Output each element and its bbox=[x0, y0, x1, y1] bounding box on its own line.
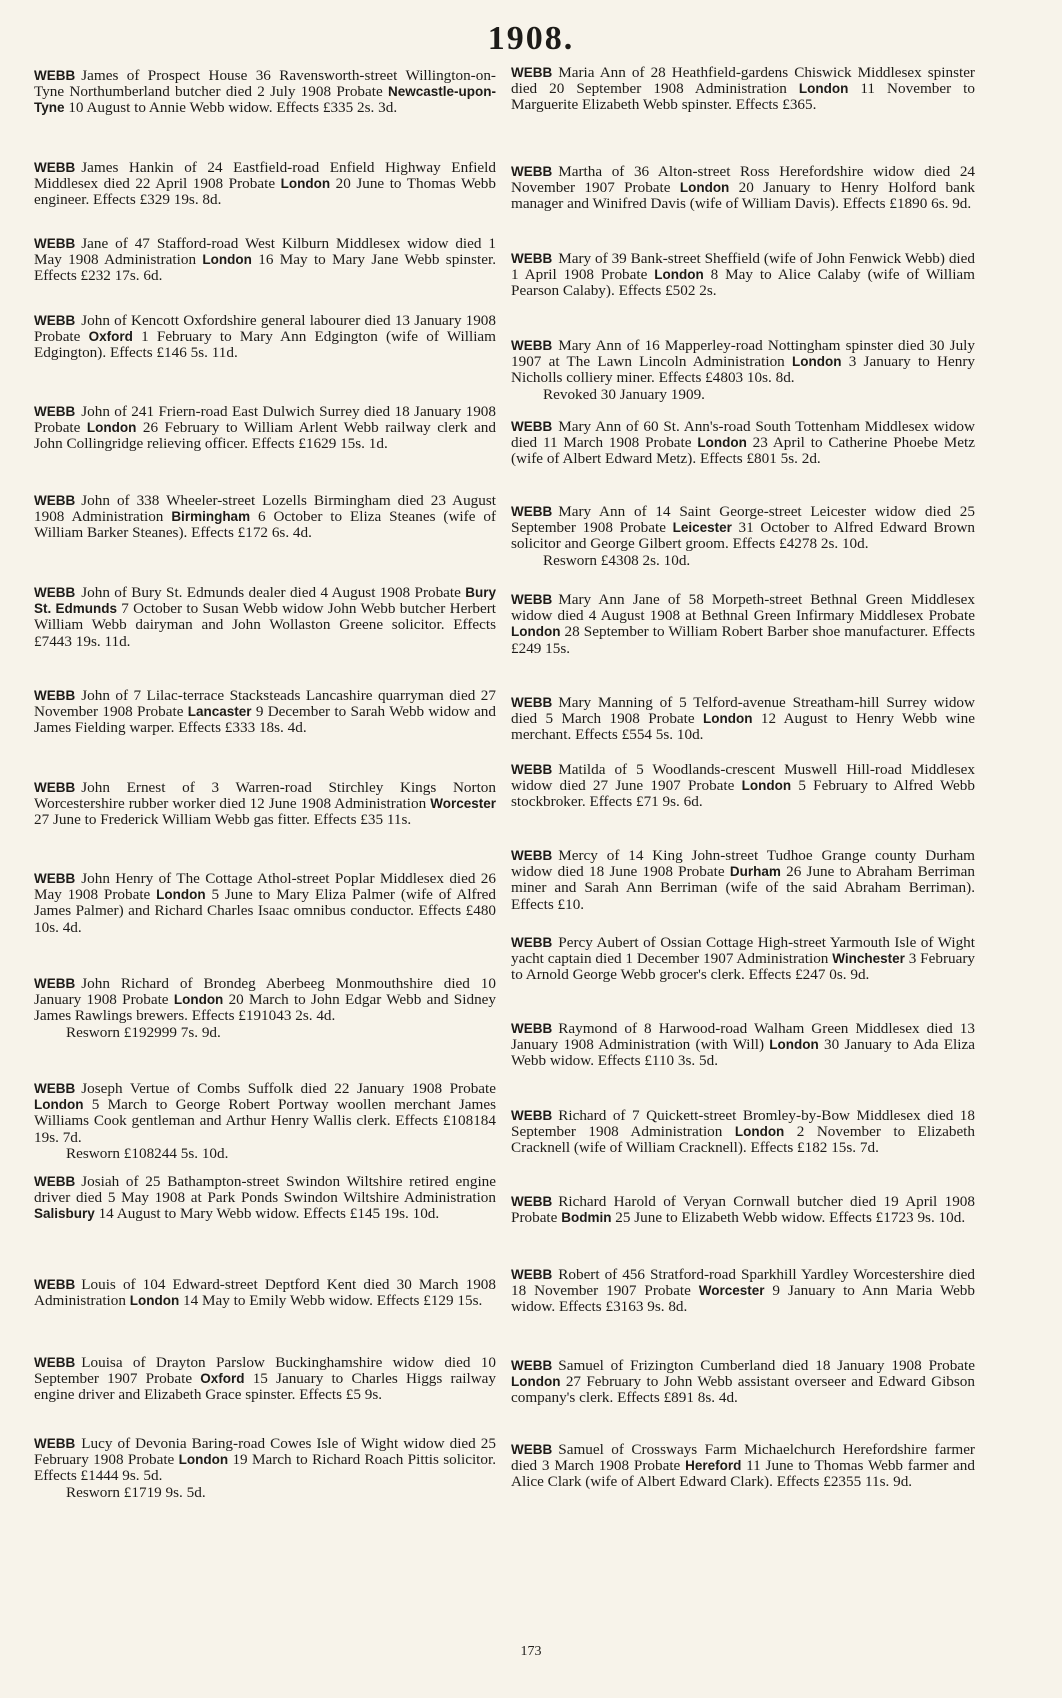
entry-grant-details: 5 June to Mary Eliza Palmer (wife of Alfred James Palmer) and Richard Charles Isaac omnibus conductor. bbox=[34, 886, 496, 920]
entry-grant-details: 23 April to Catherine Phoebe Metz (wife of Albert Edward Metz). bbox=[511, 434, 975, 468]
entry-registry: London bbox=[697, 435, 747, 451]
probate-entry bbox=[511, 65, 975, 114]
probate-entry bbox=[34, 1174, 496, 1223]
entry-registry: London bbox=[792, 354, 842, 370]
entry-registry: London bbox=[741, 778, 792, 794]
entry-surname: WEBB bbox=[511, 592, 553, 607]
entry-registry: London bbox=[511, 624, 561, 640]
entry-text: Maria Ann of 28 Heathfield-gardens Chiswick Middlesex spinster died 20 September 1908 Administration bbox=[511, 64, 975, 98]
entry-surname: WEBB bbox=[34, 493, 76, 508]
entry-registry: London bbox=[86, 420, 137, 436]
entry-effects: Effects £110 3s. 5d. bbox=[597, 1052, 719, 1070]
entry-text: Richard Harold of Veryan Cornwall butcher died 19 April 1908 Probate bbox=[511, 1193, 975, 1227]
probate-entry bbox=[34, 493, 496, 542]
entry-surname: WEBB bbox=[34, 1174, 76, 1189]
probate-entry bbox=[511, 762, 975, 811]
entry-surname: WEBB bbox=[34, 404, 76, 419]
entry-effects: Effects £10. bbox=[511, 895, 585, 913]
entry-grant-details: 14 May to Emily Webb widow. bbox=[179, 1292, 373, 1310]
entry-grant-details: 20 March to John Edgar Webb and Sidney James Rawlings brewers. bbox=[34, 991, 496, 1025]
probate-entry bbox=[511, 1021, 975, 1070]
entry-effects: Effects £333 18s. 4d. bbox=[178, 719, 307, 737]
entry-registry: London bbox=[679, 180, 730, 196]
entry-text: Mary Ann of 60 St. Ann's-road South Tottenham Middlesex widow died 11 March 1908 Probate bbox=[511, 418, 975, 452]
probate-entry bbox=[34, 976, 496, 1041]
probate-entry bbox=[511, 695, 975, 744]
probate-entry bbox=[511, 592, 975, 657]
entry-surname: WEBB bbox=[511, 419, 553, 434]
probate-entry bbox=[34, 236, 496, 285]
entry-registry: Salisbury bbox=[34, 1206, 95, 1222]
entry-effects: Effects £249 15s. bbox=[511, 623, 975, 657]
entry-surname: WEBB bbox=[34, 976, 76, 991]
entry-registry: London bbox=[202, 252, 252, 268]
entry-effects: Effects £329 19s. 8d. bbox=[93, 191, 222, 209]
entry-text: Mercy of 14 King John-street Tudhoe Grange county Durham widow died 18 June 1908 Probate bbox=[511, 847, 975, 881]
probate-entry bbox=[34, 1355, 496, 1404]
entry-registry: Oxford bbox=[200, 1371, 245, 1387]
probate-entry bbox=[34, 313, 496, 362]
entry-text: James of Prospect House 36 Ravensworth-street Willington-on-Tyne Northumberland butcher died 2 July 1908 Probate bbox=[34, 67, 496, 101]
entry-surname: WEBB bbox=[34, 1277, 76, 1292]
entry-surname: WEBB bbox=[511, 504, 553, 519]
entry-registry: Bodmin bbox=[561, 1210, 612, 1226]
entry-text: Louis of 104 Edward-street Deptford Kent died 30 March 1908 Administration bbox=[34, 1276, 496, 1310]
entry-text: John of Bury St. Edmunds dealer died 4 August 1908 Probate bbox=[81, 584, 466, 601]
entry-grant-details: 6 October to Eliza Steanes (wife of William Barker Steanes). bbox=[34, 508, 497, 542]
entry-surname: WEBB bbox=[511, 1267, 553, 1282]
entry-surname: WEBB bbox=[511, 251, 553, 266]
entry-grant-details: 30 January to Ada Eliza Webb widow. bbox=[511, 1036, 975, 1070]
entry-text: Jane of 47 Stafford-road West Kilburn Middlesex widow died 1 May 1908 Administration bbox=[34, 235, 496, 269]
entry-registry: London bbox=[654, 267, 704, 283]
entry-grant-details: 8 May to Alice Calaby (wife of William Pearson Calaby). bbox=[511, 266, 975, 300]
entry-text: John of Kencott Oxfordshire general labourer died 13 January 1908 Probate bbox=[34, 312, 496, 346]
entry-grant-details: 26 June to Abraham Berriman miner and Sarah Ann Berriman (wife of the said Abraham Berriman). bbox=[511, 863, 975, 897]
entry-effects: Effects £335 2s. 3d. bbox=[276, 99, 398, 117]
entry-effects: Effects £191043 2s. 4d. bbox=[191, 1007, 336, 1025]
entry-effects: Effects £232 17s. 6d. bbox=[34, 267, 163, 285]
entry-registry: London bbox=[173, 992, 224, 1008]
entry-grant-details: 16 May to Mary Jane Webb spinster. bbox=[251, 251, 497, 269]
entry-effects: Effects £71 9s. 6d. bbox=[589, 793, 703, 811]
entry-resworn: Resworn £4308 2s. 10d. bbox=[543, 551, 691, 569]
entry-text: John Henry of The Cottage Athol-street Poplar Middlesex died 26 May 1908 Probate bbox=[34, 870, 496, 904]
entry-text: Robert of 456 Stratford-road Sparkhill Yardley Worcestershire died 18 November 1907 Probate bbox=[511, 1266, 975, 1300]
entry-surname: WEBB bbox=[34, 1355, 76, 1370]
entry-effects: Effects £7443 19s. 11d. bbox=[34, 616, 496, 650]
entry-effects: Effects £502 2s. bbox=[618, 282, 717, 300]
entry-text: Matilda of 5 Woodlands-crescent Muswell Hill-road Middlesex widow died 27 June 1907 Probate bbox=[511, 761, 975, 795]
entry-grant-details: 11 June to Thomas Webb farmer and Alice Clark (wife of Albert Edward Clark). bbox=[511, 1457, 975, 1491]
entry-registry: London bbox=[769, 1037, 819, 1053]
entry-grant-details: 20 January to Henry Holford bank manager and Winifred Davis (wife of William Davis). bbox=[511, 179, 976, 213]
entry-text: Martha of 36 Alton-street Ross Herefordshire widow died 24 November 1907 Probate bbox=[511, 163, 975, 197]
entry-effects: Effects £182 15s. 7d. bbox=[750, 1139, 879, 1157]
entry-surname: WEBB bbox=[34, 160, 76, 175]
probate-entry bbox=[511, 419, 975, 468]
probate-entry bbox=[34, 688, 496, 737]
entry-surname: WEBB bbox=[34, 688, 76, 703]
entry-registry: Worcester bbox=[430, 796, 496, 812]
probate-entry bbox=[511, 935, 975, 984]
entry-grant-details: 28 September to William Robert Barber shoe manufacturer. bbox=[560, 623, 929, 641]
entry-grant-details: 7 October to Susan Webb widow John Webb butcher Herbert William Webb dairyman and John Wollaston Greene solicitor. bbox=[34, 600, 496, 634]
entry-effects: Effects £891 8s. 4d. bbox=[617, 1389, 738, 1407]
entry-effects: Effects £5 9s. bbox=[299, 1386, 383, 1404]
entry-text: John of 241 Friern-road East Dulwich Surrey died 18 January 1908 Probate bbox=[34, 403, 496, 437]
entry-registry: London bbox=[156, 887, 206, 903]
entry-surname: WEBB bbox=[34, 780, 76, 795]
entry-effects: Effects £480 10s. 4d. bbox=[34, 902, 497, 936]
entry-registry: Bury St. Edmunds bbox=[34, 585, 496, 617]
entry-text: James Hankin of 24 Eastfield-road Enfield Highway Enfield Middlesex died 22 April 1908 Probate bbox=[34, 159, 496, 193]
entry-surname: WEBB bbox=[511, 1021, 553, 1036]
entry-surname: WEBB bbox=[511, 1358, 553, 1373]
entry-registry: Durham bbox=[729, 864, 781, 880]
entry-surname: WEBB bbox=[511, 338, 553, 353]
entry-registry: London bbox=[734, 1124, 785, 1140]
entry-surname: WEBB bbox=[34, 871, 76, 886]
entry-surname: WEBB bbox=[511, 762, 553, 777]
entry-registry: London bbox=[511, 1374, 561, 1390]
entry-registry: London bbox=[798, 81, 849, 97]
entry-resworn: Resworn £192999 7s. 9d. bbox=[66, 1023, 221, 1041]
entry-grant-details: 10 August to Annie Webb widow. bbox=[64, 99, 273, 117]
entry-effects: Effects £35 11s. bbox=[313, 811, 412, 829]
entry-registry: Oxford bbox=[88, 329, 133, 345]
probate-entry bbox=[34, 404, 496, 453]
entry-registry: Worcester bbox=[698, 1283, 765, 1299]
entry-effects: Effects £1723 9s. 10d. bbox=[829, 1209, 966, 1227]
entry-effects: Effects £554 5s. 10d. bbox=[575, 726, 704, 744]
entry-grant-details: 9 January to Ann Maria Webb widow. bbox=[511, 1282, 975, 1316]
entry-effects: Effects £365. bbox=[735, 96, 817, 114]
probate-entry bbox=[34, 585, 496, 650]
probate-entry bbox=[511, 1358, 975, 1407]
entry-registry: London bbox=[703, 711, 753, 727]
page-number: 173 bbox=[520, 1644, 542, 1659]
entry-surname: WEBB bbox=[34, 1436, 76, 1451]
entry-effects: Effects £172 6s. 4d. bbox=[191, 524, 312, 542]
entry-effects: Effects £129 15s. bbox=[376, 1292, 483, 1310]
entry-surname: WEBB bbox=[511, 1442, 553, 1457]
entry-grant-details: 3 February to Arnold George Webb grocer's clerk. bbox=[511, 950, 975, 984]
entry-grant-details: 12 August to Henry Webb wine merchant. bbox=[511, 710, 975, 744]
entry-resworn: Revoked 30 January 1909. bbox=[543, 385, 705, 403]
probate-entry bbox=[511, 338, 975, 403]
probate-entry bbox=[511, 504, 975, 569]
probate-entry bbox=[34, 1277, 496, 1309]
entry-grant-details: 5 March to George Robert Portway woollen merchant James Williams Cook gentleman and Arthur Henry Wallis clerk. bbox=[34, 1096, 496, 1130]
entry-text: John Ernest of 3 Warren-road Stirchley Kings Norton Worcestershire rubber worker died 12 June 1908 Administration bbox=[34, 779, 496, 813]
probate-entry bbox=[511, 848, 975, 913]
entry-grant-details: 26 February to William Arlent Webb railway clerk and John Collingridge relieving officer. bbox=[34, 419, 496, 453]
entry-grant-details: 15 January to Charles Higgs railway engine driver and Elizabeth Grace spinster. bbox=[34, 1370, 497, 1404]
entry-effects: Effects £146 5s. 11d. bbox=[109, 344, 238, 362]
entry-text: John Richard of Brondeg Aberbeeg Monmouthshire died 10 January 1908 Probate bbox=[34, 975, 496, 1009]
entry-grant-details: 19 March to Richard Roach Pittis solicitor. bbox=[228, 1451, 496, 1469]
probate-entry bbox=[34, 68, 496, 117]
entry-effects: Effects £1890 6s. 9d. bbox=[842, 195, 972, 213]
entry-surname: WEBB bbox=[511, 848, 553, 863]
entry-surname: WEBB bbox=[511, 1194, 553, 1209]
probate-entry bbox=[511, 1108, 975, 1157]
probate-entry bbox=[511, 164, 975, 213]
entry-text: John of 338 Wheeler-street Lozells Birmingham died 23 August 1908 Administration bbox=[34, 492, 496, 526]
entry-text: Mary Ann Jane of 58 Morpeth-street Bethnal Green Middlesex widow died 4 August 1908 at Bethnal Green Infirmary Middlesex Probate bbox=[511, 591, 975, 625]
entry-text: Richard of 7 Quickett-street Bromley-by-Bow Middlesex died 18 September 1908 Administration bbox=[511, 1107, 975, 1141]
entry-effects: Effects £108184 19s. 7d. bbox=[34, 1112, 496, 1146]
entry-grant-details: 5 February to Alfred Webb stockbroker. bbox=[511, 777, 975, 811]
entry-effects: Effects £145 19s. 10d. bbox=[303, 1205, 440, 1223]
probate-entry bbox=[511, 1267, 975, 1316]
entry-grant-details: 14 August to Mary Webb widow. bbox=[94, 1205, 300, 1223]
entry-grant-details: 27 June to Frederick William Webb gas fitter. bbox=[34, 811, 310, 829]
entry-registry: London bbox=[129, 1293, 180, 1309]
entry-grant-details: 1 February to Mary Ann Edgington (wife of William Edgington). bbox=[34, 328, 496, 362]
entry-resworn: Resworn £108244 5s. 10d. bbox=[66, 1144, 229, 1162]
entry-registry: Birmingham bbox=[171, 509, 251, 525]
entry-effects: Effects £1444 9s. 5d. bbox=[34, 1467, 163, 1485]
entry-text: Joseph Vertue of Combs Suffolk died 22 January 1908 Probate bbox=[81, 1080, 496, 1097]
entry-effects: Effects £4803 10s. 8d. bbox=[658, 369, 795, 387]
probate-entry bbox=[34, 1081, 496, 1162]
entry-effects: Effects £4278 2s. 10d. bbox=[732, 535, 869, 553]
probate-entry bbox=[511, 1442, 975, 1491]
entry-text: Mary Ann of 16 Mapperley-road Nottingham spinster died 30 July 1907 at The Lawn Lincoln Administration bbox=[511, 337, 975, 371]
entry-grant-details: 20 June to Thomas Webb engineer. bbox=[34, 175, 496, 209]
entry-grant-details: 3 January to Henry Nicholls colliery miner. bbox=[511, 353, 975, 387]
entry-text: Mary Ann of 14 Saint George-street Leicester widow died 25 September 1908 Probate bbox=[511, 503, 975, 537]
entry-effects: Effects £2355 11s. 9d. bbox=[776, 1473, 913, 1491]
entry-grant-details: 25 June to Elizabeth Webb widow. bbox=[611, 1209, 826, 1227]
probate-entry bbox=[34, 871, 496, 936]
entry-surname: WEBB bbox=[34, 1081, 76, 1096]
entry-registry: London bbox=[178, 1452, 229, 1468]
probate-entry bbox=[34, 160, 496, 209]
entry-surname: WEBB bbox=[34, 313, 76, 328]
entry-grant-details: 9 December to Sarah Webb widow and James Fielding warper. bbox=[34, 703, 496, 737]
entry-surname: WEBB bbox=[511, 164, 553, 179]
entry-text: Josiah of 25 Bathampton-street Swindon Wiltshire retired engine driver died 5 May 1908 at Park Ponds Swindon Wiltshire Administration bbox=[34, 1173, 496, 1207]
entry-effects: Effects £1629 15s. 1d. bbox=[251, 435, 388, 453]
entry-text: Mary of 39 Bank-street Sheffield (wife of John Fenwick Webb) died 1 April 1908 Probate bbox=[511, 250, 975, 284]
probate-entry bbox=[511, 251, 975, 300]
entry-effects: Effects £247 0s. 9d. bbox=[748, 966, 870, 984]
entry-surname: WEBB bbox=[511, 935, 553, 950]
entry-registry: London bbox=[280, 176, 331, 192]
probate-entry bbox=[34, 1436, 496, 1501]
entry-surname: WEBB bbox=[511, 65, 553, 80]
entry-surname: WEBB bbox=[511, 695, 553, 710]
entry-text: Samuel of Crossways Farm Michaelchurch Herefordshire farmer died 3 March 1908 Probate bbox=[511, 1441, 975, 1475]
entry-surname: WEBB bbox=[34, 236, 76, 251]
entry-registry: Hereford bbox=[685, 1458, 742, 1474]
entry-text: Lucy of Devonia Baring-road Cowes Isle of Wight widow died 25 February 1908 Probate bbox=[34, 1435, 496, 1469]
entry-text: Mary Manning of 5 Telford-avenue Streatham-hill Surrey widow died 5 March 1908 Probate bbox=[511, 694, 975, 728]
entry-registry: Lancaster bbox=[187, 704, 252, 720]
entry-surname: WEBB bbox=[511, 1108, 553, 1123]
entry-registry: London bbox=[34, 1097, 84, 1113]
entry-text: Louisa of Drayton Parslow Buckinghamshire widow died 10 September 1907 Probate bbox=[34, 1354, 496, 1388]
probate-entry bbox=[511, 1194, 975, 1226]
entry-text: John of 7 Lilac-terrace Stacksteads Lancashire quarryman died 27 November 1908 Probate bbox=[34, 687, 496, 721]
entry-surname: WEBB bbox=[34, 585, 76, 600]
entry-resworn: Resworn £1719 9s. 5d. bbox=[66, 1483, 206, 1501]
entry-text: Raymond of 8 Harwood-road Walham Green Middlesex died 13 January 1908 Administration (with Will) bbox=[511, 1020, 975, 1054]
entry-text: Samuel of Frizington Cumberland died 18 January 1908 Probate bbox=[558, 1357, 975, 1374]
entry-grant-details: 11 November to Marguerite Elizabeth Webb spinster. bbox=[511, 80, 975, 114]
entry-registry: Winchester bbox=[832, 951, 905, 967]
entry-registry: Newcastle-upon-Tyne bbox=[34, 84, 496, 116]
entry-grant-details: 27 February to John Webb assistant overseer and Edward Gibson company's clerk. bbox=[511, 1373, 975, 1407]
page-title: 1908. bbox=[487, 20, 575, 57]
entry-effects: Effects £801 5s. 2d. bbox=[699, 450, 821, 468]
entry-grant-details: 2 November to Elizabeth Cracknell (wife of William Cracknell). bbox=[511, 1123, 975, 1157]
entry-effects: Effects £3163 9s. 8d. bbox=[558, 1298, 688, 1316]
entry-surname: WEBB bbox=[34, 68, 76, 83]
probate-entry bbox=[34, 780, 496, 829]
entry-text: Percy Aubert of Ossian Cottage High-street Yarmouth Isle of Wight yacht captain died 1 December 1907 Administration bbox=[511, 934, 975, 968]
entry-registry: Leicester bbox=[672, 520, 732, 536]
entry-grant-details: 31 October to Alfred Edward Brown solicitor and George Gilbert groom. bbox=[511, 519, 976, 553]
